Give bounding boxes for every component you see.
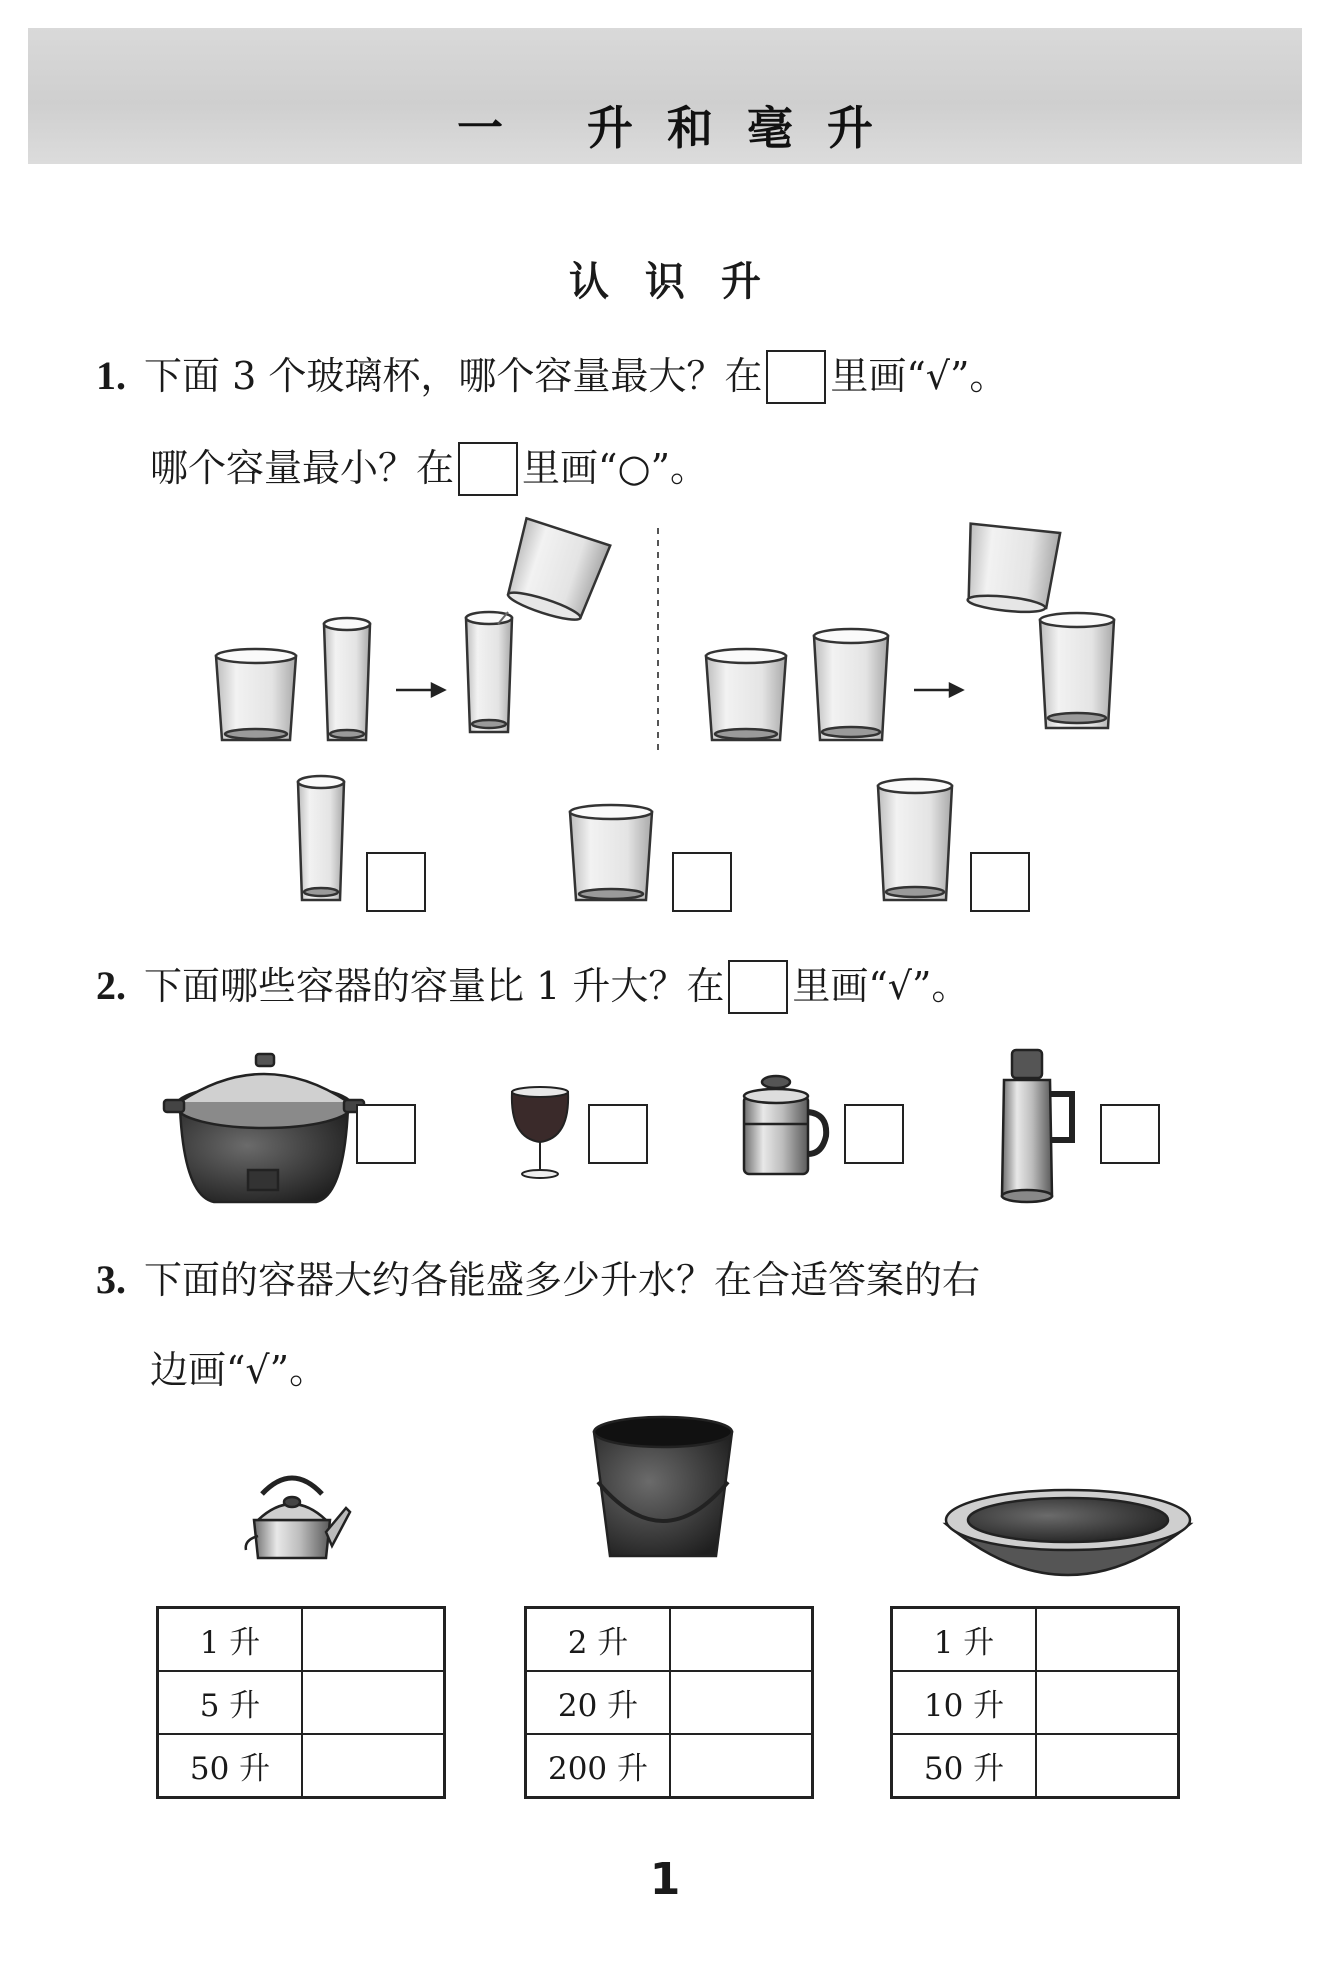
option-answer-cell[interactable] <box>670 1608 813 1672</box>
option-answer-cell[interactable] <box>302 1671 445 1734</box>
table-row <box>892 1671 1179 1734</box>
q1-answer-box-2[interactable] <box>672 852 732 912</box>
question-1-text-c: 哪个容量最小？在 <box>150 446 455 490</box>
option-label: 1 升 <box>892 1608 1037 1672</box>
wide-glass-icon <box>706 649 786 740</box>
q2-answer-box-wine-glass[interactable] <box>588 1104 648 1164</box>
medium-glass-icon <box>814 629 888 740</box>
bucket-icon <box>594 1417 732 1556</box>
wide-glass-icon <box>216 649 296 740</box>
option-label: 200 升 <box>526 1734 671 1798</box>
basin-icon <box>946 1490 1190 1575</box>
option-label: 1 升 <box>158 1608 303 1672</box>
question-2-text-b: 里画“√”。 <box>792 964 970 1008</box>
medium-glass-filled-icon <box>1040 613 1114 728</box>
q1-answer-box-3[interactable] <box>970 852 1030 912</box>
question-2-number: 2. <box>96 963 126 1008</box>
option-label: 10 升 <box>892 1671 1037 1734</box>
rice-cooker-icon <box>164 1054 364 1202</box>
question-1-number: 1. <box>96 353 126 398</box>
question-1-text-d: 里画“○”。 <box>522 446 709 490</box>
question-3-number: 3. <box>96 1257 126 1302</box>
arrow-icon <box>914 684 962 696</box>
kettle-icon <box>246 1478 350 1558</box>
option-answer-cell[interactable] <box>1036 1734 1179 1798</box>
table-row <box>526 1734 813 1798</box>
option-label: 2 升 <box>526 1608 671 1672</box>
table-row <box>526 1608 813 1672</box>
q2-answer-box-mug[interactable] <box>844 1104 904 1164</box>
wine-glass-icon <box>512 1087 568 1178</box>
mug-icon <box>744 1076 826 1174</box>
question-2-text-a: 下面哪些容器的容量比 1 升大？在 <box>144 964 725 1008</box>
answer-medium-glass-icon <box>878 779 952 900</box>
table-row <box>892 1734 1179 1798</box>
table-row <box>158 1734 445 1798</box>
table-row <box>526 1671 813 1734</box>
question-1-text-b: 里画“√”。 <box>830 354 1008 398</box>
question-3-text-a: 下面的容器大约各能盛多少升水？在合适答案的右 <box>144 1258 981 1302</box>
basin-options-table <box>890 1606 1180 1799</box>
option-answer-cell[interactable] <box>302 1734 445 1798</box>
q2-answer-box-thermos[interactable] <box>1100 1104 1160 1164</box>
thermos-icon <box>1002 1050 1072 1202</box>
option-label: 50 升 <box>158 1734 303 1798</box>
answer-tall-glass-icon <box>298 776 344 900</box>
option-label: 5 升 <box>158 1671 303 1734</box>
q2-answer-box-rice-cooker[interactable] <box>356 1104 416 1164</box>
q1-answer-box-1[interactable] <box>366 852 426 912</box>
option-label: 50 升 <box>892 1734 1037 1798</box>
question-3-text-b: 边画“√”。 <box>150 1348 328 1392</box>
page-number: 1 <box>649 1854 681 1905</box>
tall-glass-icon <box>324 618 370 740</box>
option-answer-cell[interactable] <box>1036 1671 1179 1734</box>
table-row <box>158 1608 445 1672</box>
kettle-options-table <box>156 1606 446 1799</box>
option-answer-cell[interactable] <box>670 1734 813 1798</box>
question-1-text-a: 下面 3 个玻璃杯，哪个容量最大？在 <box>144 354 763 398</box>
option-label: 20 升 <box>526 1671 671 1734</box>
option-answer-cell[interactable] <box>1036 1608 1179 1672</box>
arrow-icon <box>396 684 444 696</box>
tilted-wide-glass-icon <box>962 524 1060 616</box>
tall-glass-filled-icon <box>466 612 512 732</box>
option-answer-cell[interactable] <box>670 1671 813 1734</box>
option-answer-cell[interactable] <box>302 1608 445 1672</box>
table-row <box>892 1608 1179 1672</box>
answer-wide-glass-icon <box>570 805 652 900</box>
chapter-title: 一 升和毫升 <box>456 101 907 155</box>
tilted-wide-glass-icon <box>500 518 610 626</box>
table-row <box>158 1671 445 1734</box>
section-title: 认识升 <box>569 259 797 305</box>
bucket-options-table <box>524 1606 814 1799</box>
